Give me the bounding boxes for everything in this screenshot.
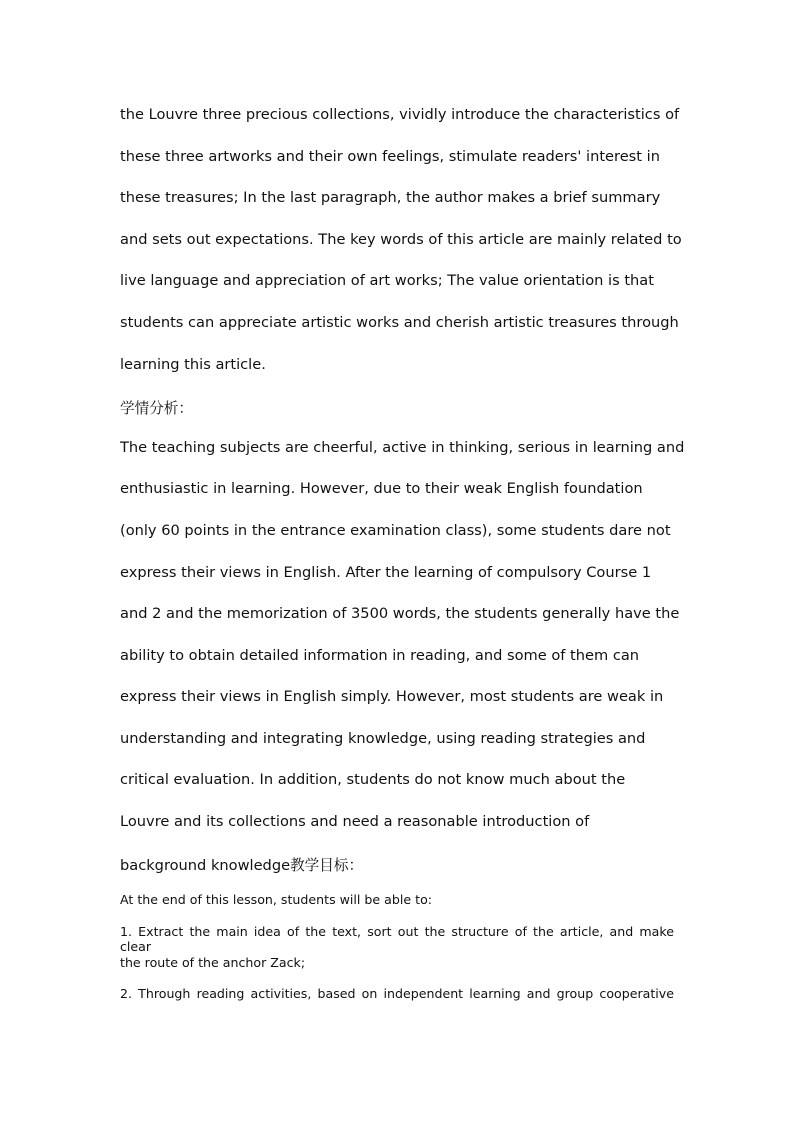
analysis-line-1: The teaching subjects are cheerful, active in thinking, serious in learning and [120, 439, 685, 456]
analysis-line-6: ability to obtain detailed information in reading, and some of them can [120, 647, 640, 664]
paragraph-1-line-1: the Louvre three precious collections, vividly introduce the characteristics of [120, 106, 680, 123]
paragraph-1-line-7: learning this article. [120, 356, 266, 373]
paragraph-1-line-4: and sets out expectations. The key words of this article are mainly related to [120, 231, 682, 248]
paragraph-1-line-5: live language and appreciation of art works; The value orientation is that [120, 272, 654, 289]
paragraph-1-line-3: these treasures; In the last paragraph, the author makes a brief summary [120, 189, 661, 206]
teaching-objectives-heading: 教学目标： [290, 857, 364, 874]
analysis-line-10: Louvre and its collections and need a reasonable introduction of [120, 813, 590, 830]
analysis-line-7: express their views in English simply. However, most students are weak in [120, 688, 664, 705]
analysis-line-9: critical evaluation. In addition, students do not know much about the [120, 771, 626, 788]
paragraph-1-line-6: students can appreciate artistic works and cherish artistic treasures through [120, 314, 679, 331]
analysis-line-5: and 2 and the memorization of 3500 words, the students generally have the [120, 605, 680, 622]
analysis-line-2: enthusiastic in learning. However, due to their weak English foundation [120, 480, 643, 497]
analysis-line-11-text: background knowledge [120, 857, 291, 874]
analysis-line-11 [120, 854, 363, 875]
analysis-line-4: express their views in English. After the learning of compulsory Course 1 [120, 564, 652, 581]
paragraph-1-line-2: these three artworks and their own feelings, stimulate readers' interest in [120, 148, 660, 165]
objective-1-line-1: 1. Extract the main idea of the text, sort out the structure of the article, and make clear [120, 924, 674, 954]
objectives-intro: At the end of this lesson, students will be able to: [120, 892, 433, 907]
learning-analysis-heading: 学情分析： [120, 400, 193, 417]
objective-1-line-2: the route of the anchor Zack; [120, 955, 306, 970]
objective-2-line-1: 2. Through reading activities, based on independent learning and group cooperative [120, 986, 674, 1001]
analysis-line-3: (only 60 points in the entrance examination class), some students dare not [120, 522, 671, 539]
analysis-line-8: understanding and integrating knowledge, using reading strategies and [120, 730, 646, 747]
